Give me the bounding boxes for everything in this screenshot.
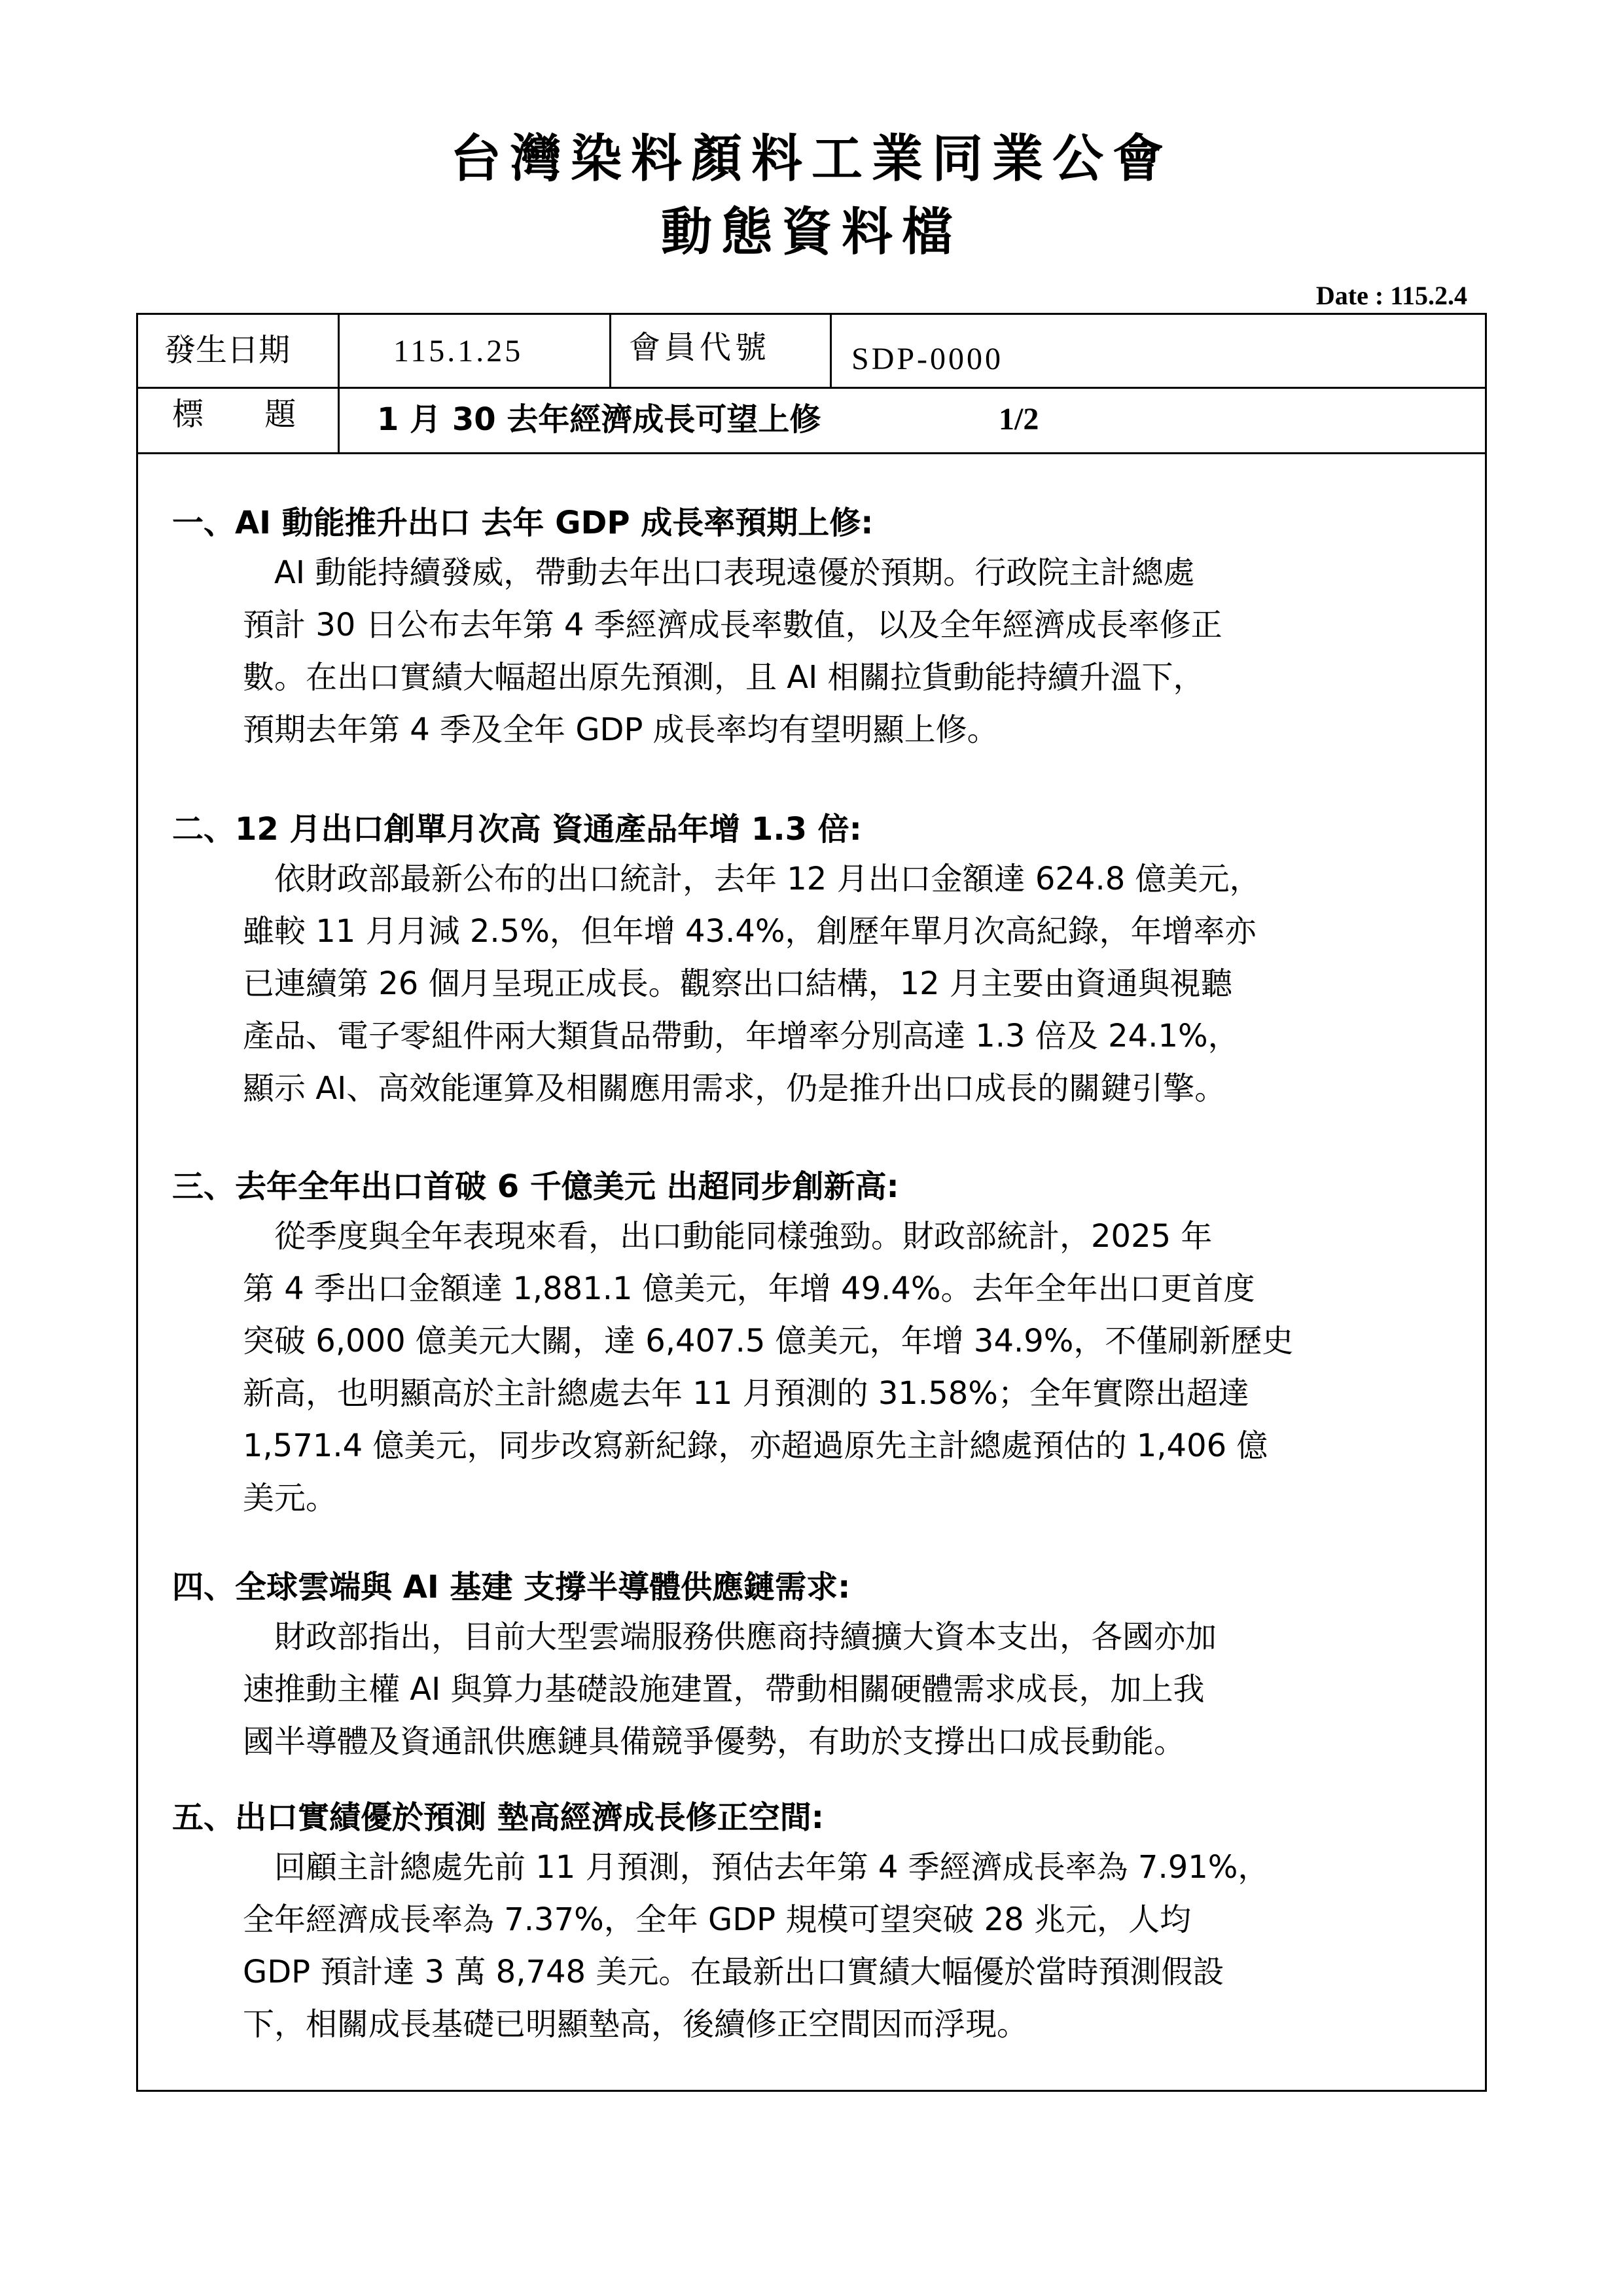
table-divider [338, 315, 340, 452]
section-3 [172, 1163, 1455, 1524]
paragraph-line: 突破 6,000 億美元大關，達 6,407.5 億美元，年增 34.9%，不僅刷新歷史 [243, 1323, 1294, 1359]
table-divider [830, 315, 832, 387]
paragraph-line: 已連續第 26 個月呈現正成長。觀察出口結構，12 月主要由資通與視聽 [243, 965, 1232, 1002]
paragraph-line: 雖較 11 月月減 2.5%，但年增 43.4%，創歷年單月次高紀錄，年增率亦 [243, 913, 1257, 950]
paragraph-line: 美元。 [243, 1480, 338, 1516]
section-5 [172, 1794, 1455, 2051]
section-4 [172, 1564, 1455, 1768]
paragraph-line: 全年經濟成長率為 7.37%，全年 GDP 規模可望突破 28 兆元，人均 [243, 1901, 1191, 1938]
paragraph-line: 下，相關成長基礎已明顯墊高，後續修正空間因而浮現。 [243, 2006, 1029, 2043]
section-body [172, 1611, 1455, 1768]
paragraph-line: 產品、電子零組件兩大類貨品帶動，年增率分別高達 1.3 倍及 24.1%， [243, 1018, 1240, 1054]
paragraph-line: 顯示 AI、高效能運算及相關應用需求，仍是推升出口成長的關鍵引擎。 [243, 1070, 1226, 1107]
document-date: Date : 115.2.4 [1315, 281, 1467, 310]
section-body [172, 1841, 1455, 2051]
table-divider [138, 452, 1485, 454]
section-body [172, 547, 1455, 756]
paragraph-line: 預計 30 日公布去年第 4 季經濟成長率數值，以及全年經濟成長率修正 [243, 607, 1222, 643]
page-title-line2: 動態資料檔 [660, 203, 962, 262]
subject-label: 標 題 [172, 396, 303, 433]
paragraph-line: AI 動能持續發威，帶動去年出口表現遠優於預期。行政院主計總處 [274, 554, 1195, 591]
section-2 [172, 806, 1455, 1115]
paragraph-line: 第 4 季出口金額達 1,881.1 億美元，年增 49.4%。去年全年出口更首度 [243, 1270, 1255, 1307]
table-divider [138, 387, 1485, 389]
paragraph-line: 依財政部最新公布的出口統計，去年 12 月出口金額達 624.8 億美元， [274, 861, 1261, 897]
paragraph-line: 預期去年第 4 季及全年 GDP 成長率均有望明顯上修。 [243, 711, 999, 748]
section-body [172, 853, 1455, 1115]
member-value: SDP-0000 [851, 342, 1004, 376]
document-frame [136, 313, 1487, 2092]
subject-value: 1 月 30 去年經濟成長可望上修 [377, 401, 821, 438]
section-heading: 四、全球雲端與 AI 基建 支撐半導體供應鏈需求: [172, 1569, 851, 1605]
section-heading: 二、12 月出口創單月次高 資通產品年增 1.3 倍: [172, 811, 862, 848]
date-label: 發生日期 [164, 332, 291, 368]
paragraph-line: 速推動主權 AI 與算力基礎設施建置，帶動相關硬體需求成長，加上我 [243, 1671, 1205, 1708]
page-title-line1: 台灣染料顏料工業同業公會 [450, 130, 1173, 188]
paragraph-line: GDP 預計達 3 萬 8,748 美元。在最新出口實績大幅優於當時預測假設 [243, 1954, 1224, 1990]
paragraph-line: 數。在出口實績大幅超出原先預測，且 AI 相關拉貨動能持續升溫下， [243, 659, 1205, 696]
paragraph-line: 回顧主計總處先前 11 月預測，預估去年第 4 季經濟成長率為 7.91%， [274, 1849, 1270, 1886]
paragraph-line: 財政部指出，目前大型雲端服務供應商持續擴大資本支出，各國亦加 [274, 1619, 1217, 1655]
section-heading: 三、去年全年出口首破 6 千億美元 出超同步創新高: [172, 1168, 899, 1205]
member-label: 會員代號 [629, 329, 771, 366]
paragraph-line: 國半導體及資通訊供應鏈具備競爭優勢，有助於支撐出口成長動能。 [243, 1723, 1186, 1760]
date-value: 115.1.25 [393, 334, 524, 368]
paragraph-line: 從季度與全年表現來看，出口動能同樣強勁。財政部統計，2025 年 [274, 1218, 1213, 1255]
page-number: 1/2 [999, 402, 1039, 437]
section-body [172, 1210, 1455, 1524]
section-heading: 一、AI 動能推升出口 去年 GDP 成長率預期上修: [172, 505, 874, 541]
section-heading: 五、出口實績優於預測 墊高經濟成長修正空間: [172, 1799, 824, 1836]
paragraph-line: 1,571.4 億美元，同步改寫新紀錄，亦超過原先主計總處預估的 1,406 億 [243, 1427, 1268, 1464]
paragraph-line: 新高，也明顯高於主計總處去年 11 月預測的 31.58%；全年實際出超達 [243, 1375, 1249, 1412]
section-1 [172, 499, 1455, 756]
table-divider [609, 315, 611, 387]
